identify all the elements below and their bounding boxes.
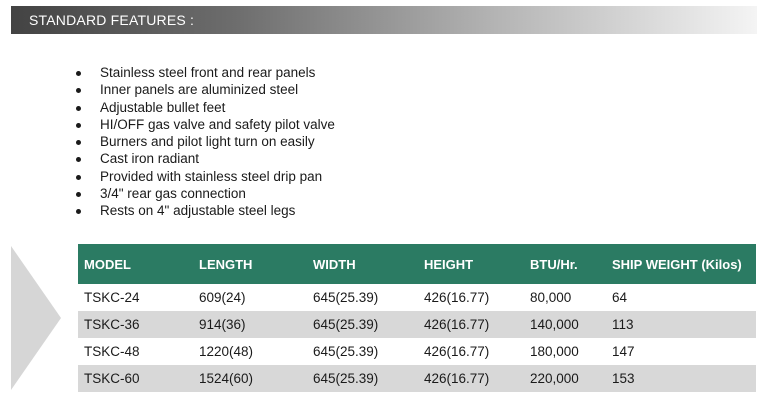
cell-ship-weight: 153 [606, 365, 756, 392]
bullet-icon [76, 157, 81, 162]
cell-ship-weight: 147 [612, 344, 635, 359]
table-header-row [78, 244, 756, 284]
feature-text: Stainless steel front and rear panels [100, 65, 316, 80]
feature-item [75, 185, 335, 202]
cell-width: 645(25.39) [313, 290, 379, 305]
cell-ship-weight: 64 [612, 290, 628, 305]
table-row [78, 284, 756, 311]
cell-model: TSKC-24 [84, 290, 140, 305]
cell-width: 645(25.39) [307, 365, 418, 392]
cell-height: 426(16.77) [424, 290, 490, 305]
feature-text: 3/4" rear gas connection [100, 186, 246, 202]
column-header-btu: BTU/Hr. [524, 244, 606, 284]
feature-text: Inner panels are aluminized steel [100, 82, 299, 98]
section-header-bar [11, 6, 757, 34]
feature-item [75, 133, 335, 150]
cell-btu: 80,000 [530, 290, 572, 305]
column-header-height: HEIGHT [418, 244, 524, 284]
feature-text: Adjustable bullet feet [100, 99, 226, 115]
feature-item [75, 81, 335, 98]
cell-model: TSKC-60 [78, 365, 193, 392]
column-header-width: WIDTH [307, 244, 418, 284]
cell-length: 1220(48) [199, 344, 254, 359]
feature-text: Burners and pilot light turn on easily [100, 134, 315, 150]
cell-ship-weight: 113 [606, 311, 756, 338]
cell-btu: 220,000 [524, 365, 606, 392]
feature-text: Provided with stainless steel drip pan [100, 168, 323, 184]
specs-table [78, 244, 756, 392]
cell-height: 426(16.77) [418, 311, 524, 338]
feature-text: Rests on 4" adjustable steel legs [100, 203, 296, 219]
bullet-icon [76, 106, 81, 111]
bullet-icon [76, 123, 81, 128]
feature-text: HI/OFF gas valve and safety pilot valve [100, 116, 335, 132]
decorative-arrow-icon [11, 246, 61, 390]
feature-item [75, 116, 335, 133]
feature-text: Cast iron radiant [100, 151, 200, 167]
feature-item [75, 99, 335, 116]
cell-btu: 180,000 [530, 344, 579, 359]
cell-length: 1524(60) [193, 365, 307, 392]
cell-height: 426(16.77) [424, 344, 490, 359]
cell-width: 645(25.39) [307, 311, 418, 338]
bullet-icon [76, 192, 81, 197]
table-row [78, 365, 756, 392]
section-title: STANDARD FEATURES : [29, 12, 195, 28]
cell-length: 914(36) [193, 311, 307, 338]
bullet-icon [76, 88, 81, 93]
column-header-ship-weight: SHIP WEIGHT (Kilos) [606, 244, 756, 284]
cell-model: TSKC-48 [84, 344, 140, 359]
table-row [78, 338, 756, 365]
cell-length: 609(24) [199, 290, 246, 305]
bullet-icon [76, 140, 81, 145]
bullet-icon [76, 71, 81, 76]
feature-item [75, 150, 335, 167]
table-row [78, 311, 756, 338]
cell-height: 426(16.77) [418, 365, 524, 392]
feature-item [75, 64, 335, 81]
cell-model: TSKC-36 [78, 311, 193, 338]
bullet-icon [76, 209, 81, 214]
features-list [75, 64, 335, 220]
bullet-icon [76, 175, 81, 180]
column-header-model: MODEL [78, 244, 193, 284]
feature-item [75, 168, 335, 185]
cell-btu: 140,000 [524, 311, 606, 338]
cell-width: 645(25.39) [313, 344, 379, 359]
column-header-length: LENGTH [193, 244, 307, 284]
feature-item [75, 202, 335, 219]
